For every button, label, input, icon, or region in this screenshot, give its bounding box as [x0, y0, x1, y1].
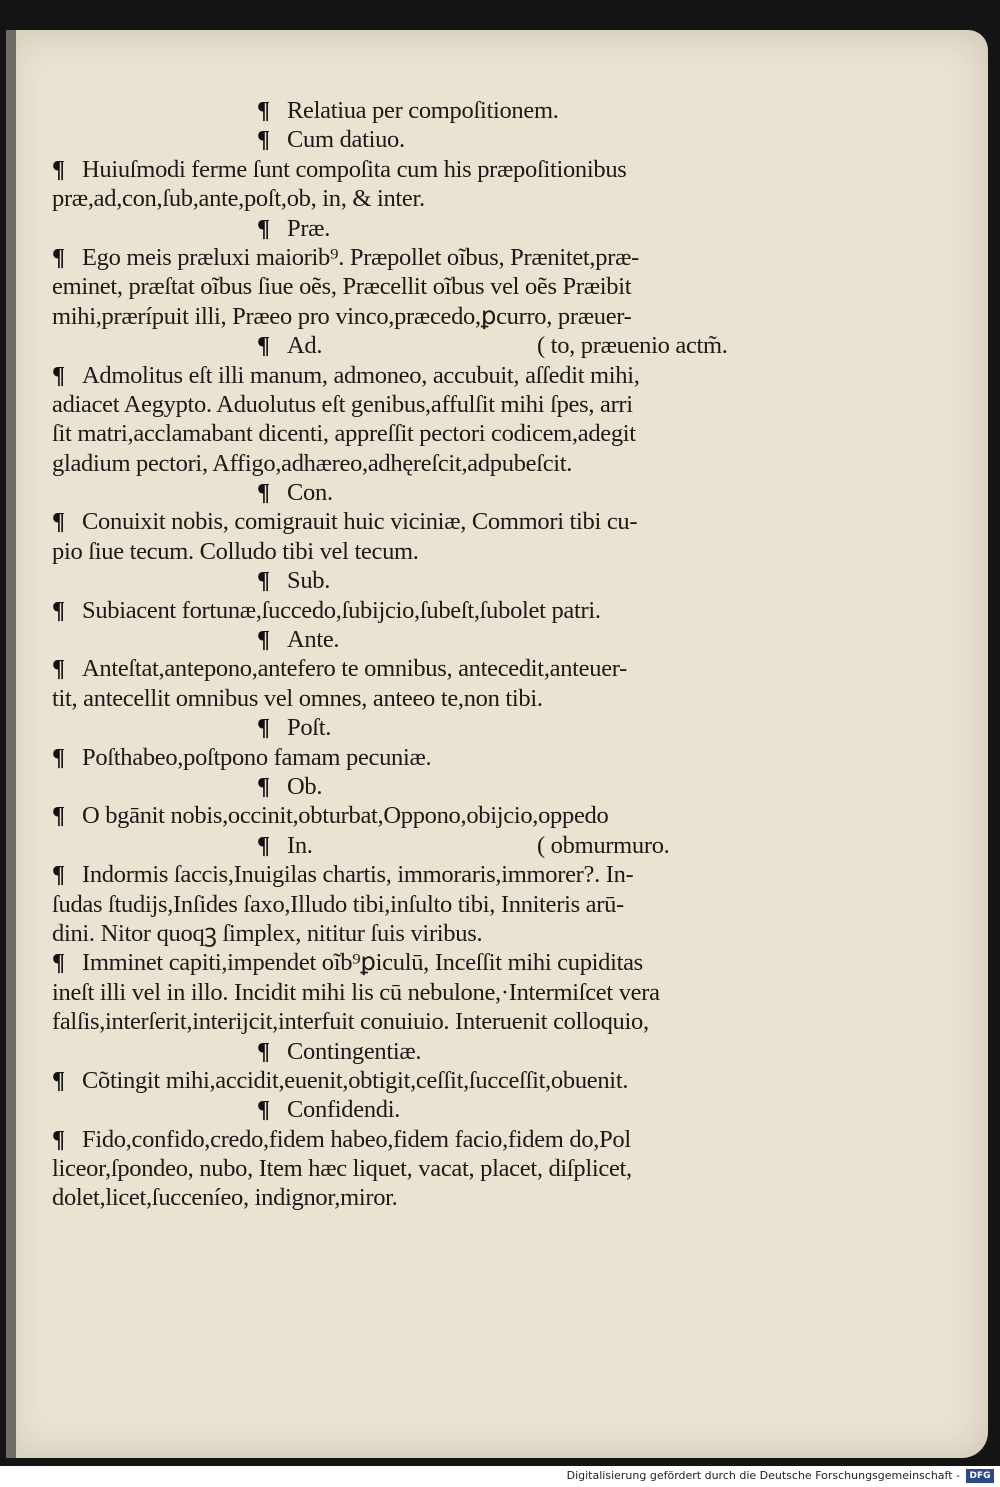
text-line	[52, 890, 762, 919]
line-text: ſit matri,acclamabant dicenti, appreſſit pectori codicem,adegit	[52, 420, 636, 448]
text-line	[52, 272, 762, 301]
pilcrow-icon: ¶	[257, 333, 270, 360]
footer-bar	[0, 1466, 1000, 1487]
text-line	[52, 1007, 762, 1036]
pilcrow-icon: ¶	[257, 1038, 270, 1065]
section-heading	[52, 478, 762, 507]
pilcrow-icon: ¶	[52, 744, 65, 771]
paragraph-start-line	[52, 155, 762, 184]
text-line	[52, 684, 762, 713]
section-heading	[52, 96, 762, 125]
page-text	[52, 96, 762, 1213]
line-text: Contingentiæ.	[287, 1037, 422, 1065]
paragraph-start-line	[52, 860, 762, 889]
text-line	[52, 302, 762, 331]
section-heading	[52, 214, 762, 243]
line-text: tit, antecellit omnibus vel omnes, anteeo te,non tibi.	[52, 684, 543, 712]
line-text: Sub.	[287, 567, 331, 595]
line-text: Anteſtat,antepono,antefero te omnibus, antecedit,anteuer-	[82, 655, 628, 683]
paragraph-start-line	[52, 596, 762, 625]
line-text: gladium pectori, Affigo,adhæreo,adhęreſcit,adpubeſcit.	[52, 449, 573, 477]
text-line	[52, 184, 762, 213]
line-text: liceor,ſpondeo, nubo, Item hæc liquet, vacat, placet, diſplicet,	[52, 1155, 632, 1183]
text-line	[52, 449, 762, 478]
line-text: dolet,licet,ſucceníeo, indignor,miror.	[52, 1184, 398, 1212]
line-text: Imminet capiti,impendet oĩb⁹ꝑiculū, Inceſſit mihi cupiditas	[82, 949, 643, 977]
section-heading	[52, 566, 762, 595]
line-text: Præ.	[287, 214, 331, 242]
line-text: dini. Nitor quoqꝫ ſimplex, nititur ſuis viribus.	[52, 919, 483, 947]
line-text: Ad.	[287, 332, 323, 360]
page-binding-edge	[6, 30, 16, 1458]
text-line	[52, 919, 762, 948]
line-text: præ,ad,con,ſub,ante,poſt,ob, in, & inter.	[52, 185, 425, 213]
pilcrow-icon: ¶	[257, 832, 270, 859]
line-text: Ante.	[287, 626, 340, 654]
section-heading	[52, 1095, 762, 1124]
line-text: mihi,prærípuit illi, Præeo pro vinco,præcedo,ꝑcurro, præuer-	[52, 302, 632, 330]
line-text: ineſt illi vel in illo. Incidit mihi lis cū nebulone,·Intermiſcet vera	[52, 978, 660, 1006]
pilcrow-icon: ¶	[52, 950, 65, 977]
section-heading	[52, 1037, 762, 1066]
pilcrow-icon: ¶	[52, 509, 65, 536]
line-text: Huiuſmodi ferme ſunt compoſita cum his præpoſitionibus	[82, 155, 627, 183]
pilcrow-icon: ¶	[52, 1126, 65, 1153]
pilcrow-icon: ¶	[52, 597, 65, 624]
line-text: pio ſiue tecum. Colludo tibi vel tecum.	[52, 537, 419, 565]
line-text: ſudas ſtudijs,Inſides ſaxo,Illudo tibi,inſulto tibi, Inniteris arū-	[52, 890, 624, 918]
text-line	[52, 537, 762, 566]
section-heading	[52, 713, 762, 742]
line-text: Indormis ſaccis,Inuigilas chartis, immoraris,immorer?. In-	[82, 861, 634, 889]
dfg-logo: DFG	[966, 1469, 994, 1483]
pilcrow-icon: ¶	[257, 773, 270, 800]
paragraph-start-line	[52, 1125, 762, 1154]
line-text: Relatiua per compoſitionem.	[287, 97, 559, 124]
text-line	[52, 1154, 762, 1183]
pilcrow-icon: ¶	[257, 215, 270, 242]
paragraph-start-line	[52, 361, 762, 390]
paragraph-start-line	[52, 243, 762, 272]
pilcrow-icon: ¶	[257, 127, 270, 154]
margin-continuation: ( to, præuenio actm̃.	[537, 332, 728, 360]
line-text: Poſthabeo,poſtpono famam pecuniæ.	[82, 743, 432, 771]
paragraph-start-line	[52, 801, 762, 830]
pilcrow-icon: ¶	[52, 244, 65, 271]
paragraph-start-line	[52, 654, 762, 683]
pilcrow-icon: ¶	[52, 803, 65, 830]
line-text: Poſt.	[287, 714, 332, 742]
section-heading	[52, 625, 762, 654]
line-text: adiacet Aegypto. Aduolutus eſt genibus,affulſit mihi ſpes, arri	[52, 390, 633, 418]
pilcrow-icon: ¶	[52, 156, 65, 183]
text-line	[52, 978, 762, 1007]
pilcrow-icon: ¶	[52, 362, 65, 389]
text-line	[52, 419, 762, 448]
paragraph-start-line	[52, 1066, 762, 1095]
line-text: Cum datiuo.	[287, 126, 405, 154]
paragraph-start-line	[52, 507, 762, 536]
section-heading	[52, 331, 762, 360]
pilcrow-icon: ¶	[52, 1067, 65, 1094]
pilcrow-icon: ¶	[52, 656, 65, 683]
section-heading	[52, 772, 762, 801]
line-text: falſis,interſerit,interijcit,interfuit conuiuio. Interuenit colloquio,	[52, 1008, 649, 1036]
paragraph-start-line	[52, 948, 762, 977]
pilcrow-icon: ¶	[257, 715, 270, 742]
line-text: Conuixit nobis, comigrauit huic viciniæ, Commori tibi cu-	[82, 508, 638, 536]
pilcrow-icon: ¶	[257, 568, 270, 595]
line-text: Ob.	[287, 772, 323, 800]
text-line	[52, 390, 762, 419]
pilcrow-icon: ¶	[257, 98, 270, 124]
line-text: O bgānit nobis,occinit,obturbat,Oppono,obijcio,oppedo	[82, 802, 609, 830]
pilcrow-icon: ¶	[257, 627, 270, 654]
paragraph-start-line	[52, 743, 762, 772]
funding-credit: Digitalisierung gefördert durch die Deutsche Forschungsgemeinschaft -	[566, 1469, 960, 1482]
line-text: In.	[287, 831, 313, 859]
line-text: Fido,confido,credo,fidem habeo,fidem facio,fidem do,Pol	[82, 1125, 631, 1153]
margin-continuation: ( obmurmuro.	[537, 831, 670, 859]
line-text: Subiacent fortunæ,ſuccedo,ſubijcio,ſubeſt,ſubolet patri.	[82, 596, 601, 624]
section-heading	[52, 831, 762, 860]
pilcrow-icon: ¶	[257, 480, 270, 507]
pilcrow-icon: ¶	[257, 1097, 270, 1124]
section-heading	[52, 125, 762, 154]
line-text: eminet, præſtat oĩbus ſiue oẽs, Præcellit oĩbus vel oẽs Præibit	[52, 273, 632, 301]
line-text: Cõtingit mihi,accidit,euenit,obtigit,ceſſit,ſucceſſit,obuenit.	[82, 1066, 629, 1094]
line-text: Confidendi.	[287, 1096, 401, 1124]
text-line	[52, 1183, 762, 1212]
line-text: Con.	[287, 479, 333, 507]
line-text: Admolitus eſt illi manum, admoneo, accubuit, aſſedit mihi,	[82, 361, 640, 389]
line-text: Ego meis præluxi maiorib⁹. Præpollet oĩbus, Prænitet,præ-	[82, 243, 639, 271]
pilcrow-icon: ¶	[52, 862, 65, 889]
